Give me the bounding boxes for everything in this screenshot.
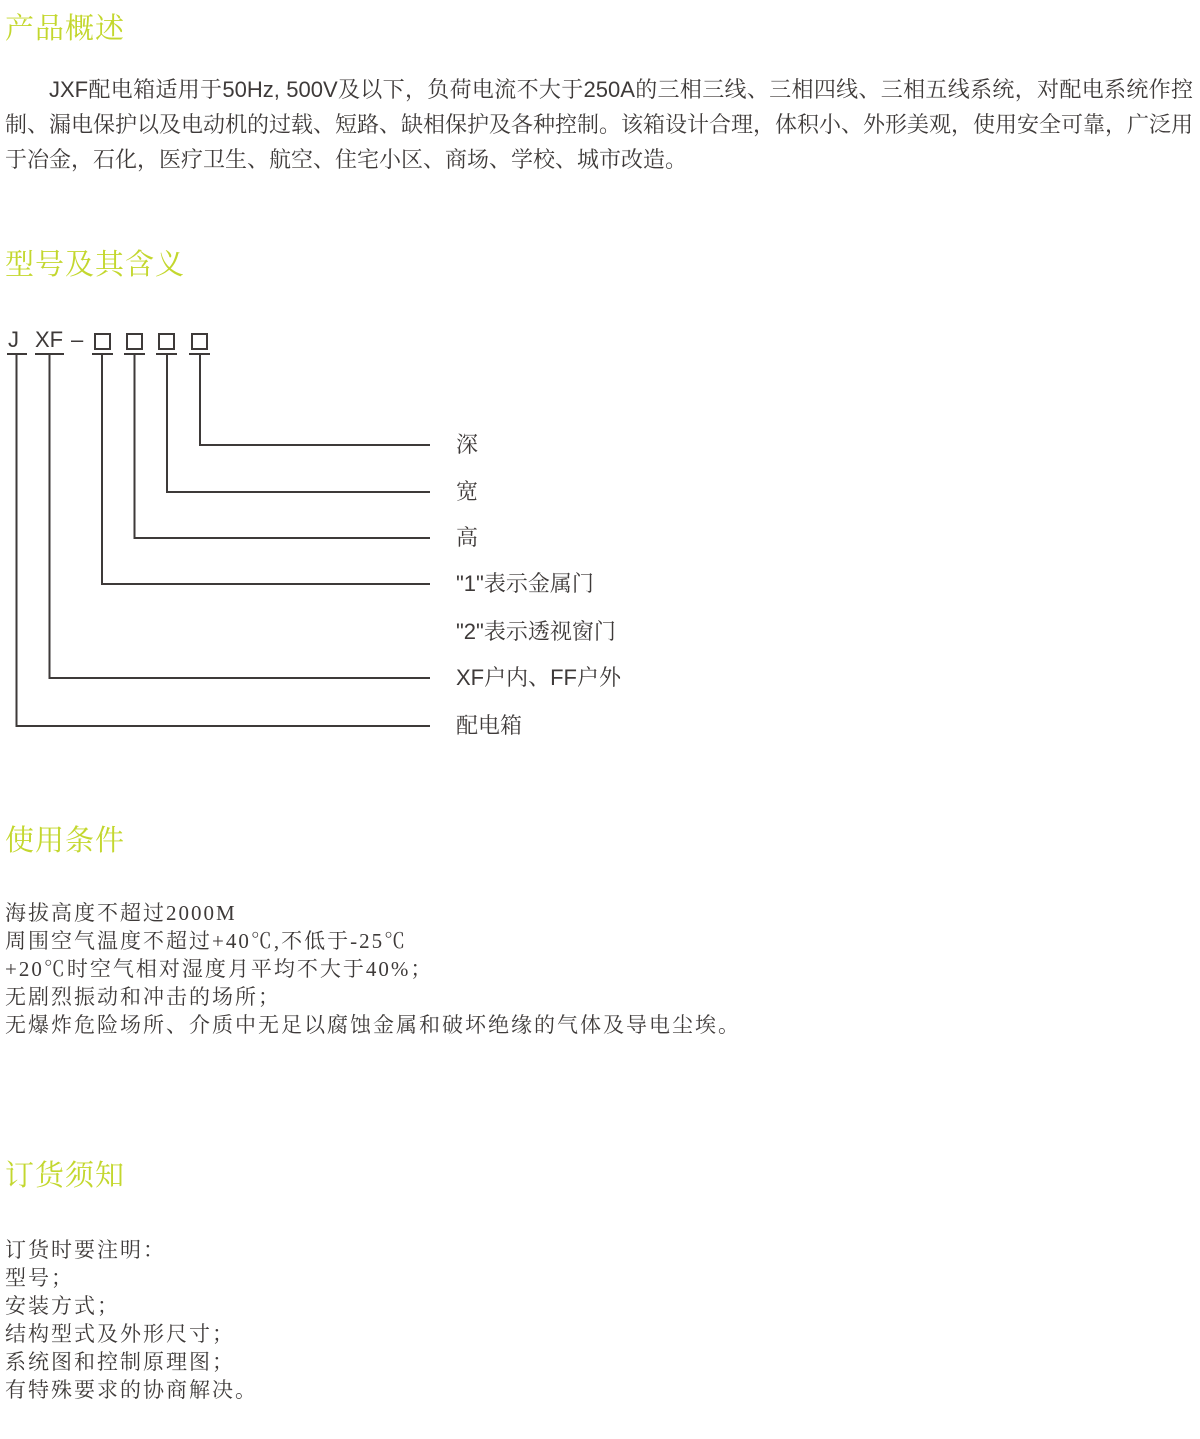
diagram-label-indoor-outdoor: XF户内、FF户外 <box>456 665 621 690</box>
model-code-prefix: J <box>8 327 19 352</box>
connector-line-series-to-indoor-outdoor <box>50 355 431 678</box>
model-code-series: XF <box>35 327 64 352</box>
ordering-line: 结构型式及外形尺寸； <box>5 1322 235 1346</box>
connector-line-box2-to-height <box>135 355 431 538</box>
ordering-line: 订货时要注明： <box>5 1238 166 1262</box>
section-heading-model-meaning: 型号及其含义 <box>5 249 186 281</box>
usage-conditions-list <box>5 899 741 1039</box>
diagram-label-window-door: "2"表示透视窗门 <box>456 619 616 644</box>
ordering-line: 安装方式； <box>5 1294 120 1318</box>
condition-line: 无剧烈振动和冲击的场所； <box>5 985 281 1009</box>
ordering-line: 型号； <box>5 1266 74 1290</box>
ordering-line: 系统图和控制原理图； <box>5 1350 235 1374</box>
connector-line-box4-to-depth <box>200 355 430 445</box>
condition-line: +20℃时空气相对湿度月平均不大于40%； <box>5 957 434 981</box>
model-designation-diagram <box>0 329 1200 749</box>
connector-line-prefix-to-distribution-box <box>17 355 431 726</box>
product-overview-paragraph: JXF配电箱适用于50Hz, 500V及以下，负荷电流不大于250A的三相三线、三相四线、三相五线系统，对配电系统作控制、漏电保护以及电动机的过载、短路、缺相保护及各种控制。该箱设计合理，体积小、外形美观，使用安全可靠，广泛用于冶金，石化，医疗卫生、航空、住宅小区、商场、学校、城市改造。 <box>5 77 1194 172</box>
connector-line-box3-to-width <box>167 355 430 492</box>
connector-line-box1-to-door-type <box>102 355 430 584</box>
model-code-separator: – <box>71 327 84 352</box>
diagram-label-distribution-box: 配电箱 <box>456 713 523 738</box>
section-heading-product-overview: 产品概述 <box>5 13 126 45</box>
condition-line: 无爆炸危险场所、介质中无足以腐蚀金属和破坏绝缘的气体及导电尘埃。 <box>5 1013 741 1037</box>
diagram-label-height: 高 <box>456 525 479 550</box>
diagram-label-depth: 深 <box>456 432 479 457</box>
condition-line: 周围空气温度不超过+40℃,不低于-25℃ <box>5 929 408 953</box>
section-heading-ordering-notes: 订货须知 <box>5 1160 126 1192</box>
ordering-notes-list <box>5 1236 258 1404</box>
diagram-label-width: 宽 <box>456 479 479 504</box>
ordering-line: 有特殊要求的协商解决。 <box>5 1378 258 1402</box>
diagram-label-metal-door: "1"表示金属门 <box>456 571 594 596</box>
section-heading-usage-conditions: 使用条件 <box>5 825 126 857</box>
condition-line: 海拔高度不超过2000M <box>5 901 237 925</box>
